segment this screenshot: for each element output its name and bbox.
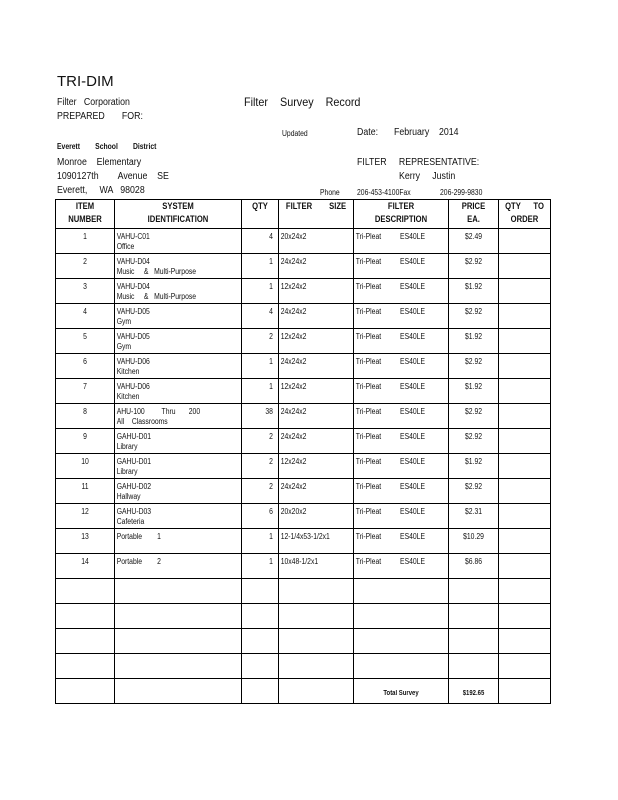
empty-cell — [354, 579, 449, 604]
col-header-filter-size: FILTER SIZE — [279, 200, 354, 229]
qty-cell: 2 — [242, 329, 279, 354]
price-cell: $1.92 — [449, 454, 499, 479]
school-name: Monroe Elementary — [57, 157, 142, 168]
table-row — [56, 379, 551, 404]
fax-value: 206-299-9830 — [440, 188, 483, 197]
address-line-1: 1090127th Avenue SE — [57, 171, 169, 182]
price-cell: $2.92 — [449, 254, 499, 279]
system-identification-cell: GAHU-D02 Hallway — [115, 479, 242, 504]
qty-to-order-cell — [499, 304, 551, 329]
col-header-qty-to-order: QTY TO ORDER — [499, 200, 551, 229]
qty-cell: 4 — [242, 304, 279, 329]
phone-value: 206-453-4100Fax — [357, 188, 411, 197]
price-cell: $10.29 — [449, 529, 499, 554]
system-identification-cell: Portable 1 — [115, 529, 242, 554]
table-row — [56, 329, 551, 354]
qty-to-order-cell — [499, 479, 551, 504]
table-row — [56, 304, 551, 329]
price-cell: $2.92 — [449, 304, 499, 329]
total-survey-value: $192.65 — [449, 679, 499, 704]
qty-to-order-cell — [499, 429, 551, 454]
item-number-cell: 6 — [56, 354, 115, 379]
item-number-cell: 8 — [56, 404, 115, 429]
filter-description-cell: Tri-Pleat ES40LE — [354, 554, 449, 579]
qty-cell: 4 — [242, 229, 279, 254]
empty-cell — [499, 579, 551, 604]
system-identification-cell: GAHU-D01 Library — [115, 454, 242, 479]
empty-cell — [449, 604, 499, 629]
qty-cell: 1 — [242, 279, 279, 304]
qty-cell: 1 — [242, 379, 279, 404]
filter-size-cell: 12x24x2 — [279, 329, 354, 354]
system-identification-cell: GAHU-D03 Cafeteria — [115, 504, 242, 529]
table-row — [56, 354, 551, 379]
filter-description-cell: Tri-Pleat ES40LE — [354, 229, 449, 254]
empty-cell — [279, 579, 354, 604]
prepared-for-label: PREPARED FOR: — [57, 111, 143, 122]
item-number-cell: 1 — [56, 229, 115, 254]
empty-cell — [115, 654, 242, 679]
qty-cell: 1 — [242, 254, 279, 279]
empty-cell — [242, 629, 279, 654]
qty-to-order-cell — [499, 379, 551, 404]
filter-description-cell: Tri-Pleat ES40LE — [354, 479, 449, 504]
price-cell: $1.92 — [449, 379, 499, 404]
empty-cell — [56, 629, 115, 654]
company-subtitle: Filter Corporation — [57, 97, 130, 108]
qty-cell: 2 — [242, 429, 279, 454]
empty-table-row — [56, 604, 551, 629]
empty-cell — [242, 604, 279, 629]
filter-description-cell: Tri-Pleat ES40LE — [354, 529, 449, 554]
filter-size-cell: 24x24x2 — [279, 404, 354, 429]
system-identification-cell: VAHU-D04 Music & Multi-Purpose — [115, 254, 242, 279]
col-header-item-number: ITEM NUMBER — [56, 200, 115, 229]
updated-label: Updated — [282, 129, 308, 138]
table-row — [56, 254, 551, 279]
empty-table-row — [56, 579, 551, 604]
table-row — [56, 529, 551, 554]
empty-table-row — [56, 654, 551, 679]
system-identification-cell: VAHU-C01 Office — [115, 229, 242, 254]
empty-cell — [449, 654, 499, 679]
filter-description-cell: Tri-Pleat ES40LE — [354, 354, 449, 379]
filter-description-cell: Tri-Pleat ES40LE — [354, 379, 449, 404]
empty-cell — [279, 654, 354, 679]
filter-survey-table — [55, 199, 551, 704]
item-number-cell: 7 — [56, 379, 115, 404]
item-number-cell: 12 — [56, 504, 115, 529]
filter-description-cell: Tri-Pleat ES40LE — [354, 429, 449, 454]
price-cell: $2.92 — [449, 354, 499, 379]
system-identification-cell: AHU-100 Thru 200 All Classrooms — [115, 404, 242, 429]
qty-cell: 1 — [242, 554, 279, 579]
district-name: Everett School District — [57, 142, 157, 151]
col-header-system-identification: SYSTEM IDENTIFICATION — [115, 200, 242, 229]
date-value: February 2014 — [394, 127, 459, 138]
qty-cell: 1 — [242, 529, 279, 554]
total-row — [56, 679, 551, 704]
item-number-cell: 11 — [56, 479, 115, 504]
empty-table-row — [56, 629, 551, 654]
price-cell: $6.86 — [449, 554, 499, 579]
price-cell: $2.49 — [449, 229, 499, 254]
empty-cell — [56, 579, 115, 604]
empty-cell — [499, 604, 551, 629]
system-identification-cell: GAHU-D01 Library — [115, 429, 242, 454]
qty-to-order-cell — [499, 254, 551, 279]
qty-cell: 6 — [242, 504, 279, 529]
price-cell: $2.92 — [449, 429, 499, 454]
filter-size-cell: 20x20x2 — [279, 504, 354, 529]
table-row — [56, 404, 551, 429]
qty-cell: 2 — [242, 454, 279, 479]
filter-size-cell: 10x48-1/2x1 — [279, 554, 354, 579]
table-row — [56, 229, 551, 254]
item-number-cell: 2 — [56, 254, 115, 279]
price-cell: $2.92 — [449, 479, 499, 504]
table-row — [56, 504, 551, 529]
table-row — [56, 554, 551, 579]
qty-to-order-cell — [499, 529, 551, 554]
empty-cell — [354, 604, 449, 629]
empty-cell — [242, 579, 279, 604]
date-label: Date: — [357, 127, 379, 138]
filter-description-cell: Tri-Pleat ES40LE — [354, 254, 449, 279]
qty-to-order-cell — [499, 554, 551, 579]
system-identification-cell: VAHU-D05 Gym — [115, 304, 242, 329]
empty-cell — [115, 579, 242, 604]
filter-size-cell: 24x24x2 — [279, 429, 354, 454]
filter-description-cell: Tri-Pleat ES40LE — [354, 404, 449, 429]
item-number-cell: 4 — [56, 304, 115, 329]
document-title: Filter Survey Record — [244, 95, 361, 109]
filter-size-cell: 24x24x2 — [279, 479, 354, 504]
empty-cell — [449, 579, 499, 604]
table-header-row — [56, 200, 551, 229]
system-identification-cell: VAHU-D05 Gym — [115, 329, 242, 354]
empty-cell — [354, 654, 449, 679]
address-line-2: Everett, WA 98028 — [57, 185, 145, 196]
item-number-cell: 9 — [56, 429, 115, 454]
table-row — [56, 279, 551, 304]
empty-cell — [56, 604, 115, 629]
empty-cell — [115, 604, 242, 629]
empty-cell — [279, 629, 354, 654]
total-survey-label: Total Survey — [354, 679, 449, 704]
filter-description-cell: Tri-Pleat ES40LE — [354, 454, 449, 479]
system-identification-cell: VAHU-D06 Kitchen — [115, 354, 242, 379]
empty-cell — [56, 654, 115, 679]
company-name: TRI-DIM — [57, 73, 114, 90]
filter-description-cell: Tri-Pleat ES40LE — [354, 504, 449, 529]
empty-cell — [279, 604, 354, 629]
filter-size-cell: 24x24x2 — [279, 354, 354, 379]
qty-to-order-cell — [499, 504, 551, 529]
empty-cell — [449, 629, 499, 654]
rep-label: FILTER REPRESENTATIVE: — [357, 157, 480, 168]
table-row — [56, 429, 551, 454]
col-header-price-each: PRICE EA. — [449, 200, 499, 229]
filter-description-cell: Tri-Pleat ES40LE — [354, 304, 449, 329]
table-row — [56, 479, 551, 504]
empty-cell — [279, 679, 354, 704]
filter-size-cell: 24x24x2 — [279, 254, 354, 279]
col-header-qty: QTY — [242, 200, 279, 229]
table-row — [56, 454, 551, 479]
filter-description-cell: Tri-Pleat ES40LE — [354, 329, 449, 354]
empty-cell — [354, 629, 449, 654]
qty-cell: 38 — [242, 404, 279, 429]
empty-cell — [115, 679, 242, 704]
empty-cell — [56, 679, 115, 704]
filter-size-cell: 24x24x2 — [279, 304, 354, 329]
system-identification-cell: Portable 2 — [115, 554, 242, 579]
filter-size-cell: 12x24x2 — [279, 454, 354, 479]
filter-description-cell: Tri-Pleat ES40LE — [354, 279, 449, 304]
empty-cell — [499, 629, 551, 654]
qty-to-order-cell — [499, 329, 551, 354]
item-number-cell: 3 — [56, 279, 115, 304]
qty-to-order-cell — [499, 229, 551, 254]
price-cell: $1.92 — [449, 329, 499, 354]
price-cell: $1.92 — [449, 279, 499, 304]
rep-name: Kerry Justin — [399, 171, 456, 182]
price-cell: $2.92 — [449, 404, 499, 429]
qty-to-order-cell — [499, 354, 551, 379]
phone-label: Phone — [320, 188, 340, 197]
filter-size-cell: 20x24x2 — [279, 229, 354, 254]
item-number-cell: 14 — [56, 554, 115, 579]
empty-cell — [115, 629, 242, 654]
filter-size-cell: 12x24x2 — [279, 279, 354, 304]
qty-cell: 2 — [242, 479, 279, 504]
system-identification-cell: VAHU-D06 Kitchen — [115, 379, 242, 404]
qty-cell: 1 — [242, 354, 279, 379]
item-number-cell: 10 — [56, 454, 115, 479]
qty-to-order-cell — [499, 454, 551, 479]
filter-size-cell: 12-1/4x53-1/2x1 — [279, 529, 354, 554]
empty-cell — [499, 654, 551, 679]
system-identification-cell: VAHU-D04 Music & Multi-Purpose — [115, 279, 242, 304]
qty-to-order-cell — [499, 279, 551, 304]
filter-size-cell: 12x24x2 — [279, 379, 354, 404]
col-header-filter-description: FILTER DESCRIPTION — [354, 200, 449, 229]
item-number-cell: 5 — [56, 329, 115, 354]
empty-cell — [242, 654, 279, 679]
qty-to-order-cell — [499, 404, 551, 429]
price-cell: $2.31 — [449, 504, 499, 529]
empty-cell — [242, 679, 279, 704]
empty-cell — [499, 679, 551, 704]
item-number-cell: 13 — [56, 529, 115, 554]
